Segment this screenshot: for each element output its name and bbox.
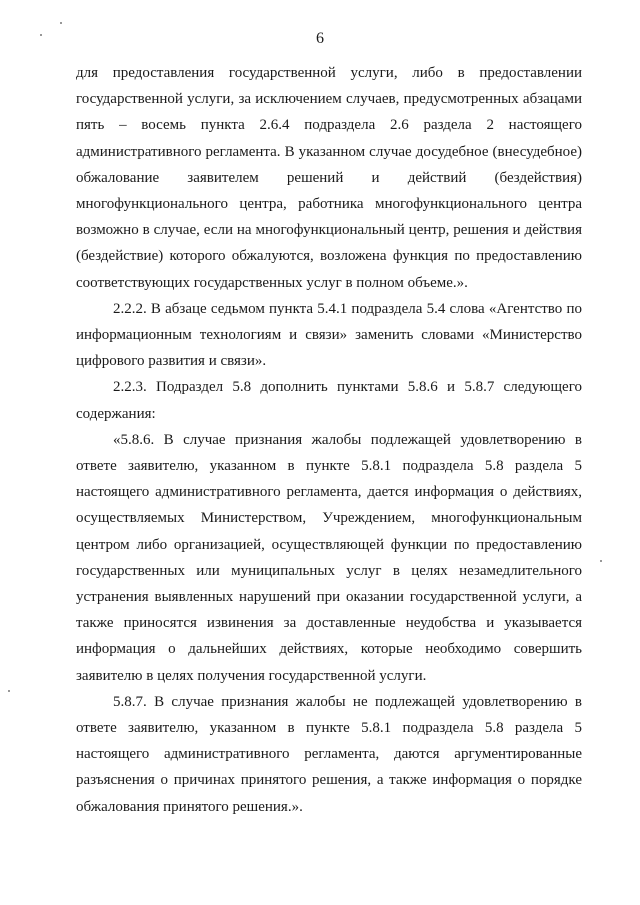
page-number: 6 bbox=[316, 30, 324, 47]
paragraph-2-2-2: 2.2.2. В абзаце седьмом пункта 5.4.1 подраздела 5.4 слова «Агентство по информационным технологиям и связи» заменить словами «Министерство цифрового развития и связи». bbox=[76, 300, 582, 370]
paragraph-5-8-7: 5.8.7. В случае признания жалобы не подлежащей удовлетворению в ответе заявителю, указанном в пункте 5.8.1 подраздела 5.8 раздела 5 настоящего административного регламента, даются аргументированные разъяснения о причинах принятого решения, а также информация о порядке обжалования принятого решения.». bbox=[76, 693, 582, 815]
scan-speck bbox=[600, 560, 602, 562]
scan-speck bbox=[8, 690, 10, 692]
paragraph-5-8-6: «5.8.6. В случае признания жалобы подлежащей удовлетворению в ответе заявителю, указанном в пункте 5.8.1 подраздела 5.8 раздела 5 настоящего административного регламента, дается информация о действиях, осуществляемых Министерством, Учреждением, многофункциональным центром либо организацией, осуществляющей функции по предоставлению государственных или муниципальных услуг в целях незамедлительного устранения выявленных нарушений при оказании государственной услуги, а также приносятся извинения за доставленные неудобства и указывается информация о дальнейших действиях, которые необходимо совершить заявителю в целях получения государственной услуги. bbox=[76, 431, 582, 684]
document-body bbox=[76, 60, 582, 820]
paragraph-continuation: для предоставления государственной услуги, либо в предоставлении государственной услуги, за исключением случаев, предусмотренных абзацами пять – восемь пункта 2.6.4 подраздела 2.6 раздела 2 настоящего административного регламента. В указанном случае досудебное (внесудебное) обжалование заявителем решений и действий (бездействия) многофункционального центра, работника многофункционального центра возможно в случае, если на многофункциональный центр, решения и действия (бездействие) которого обжалуются, возложена функция по предоставлению соответствующих государственных услуг в полном объеме.». bbox=[76, 65, 582, 291]
scan-speck bbox=[60, 22, 62, 24]
paragraph-2-2-3: 2.2.3. Подраздел 5.8 дополнить пунктами 5.8.6 и 5.8.7 следующего содержания: bbox=[76, 379, 582, 422]
